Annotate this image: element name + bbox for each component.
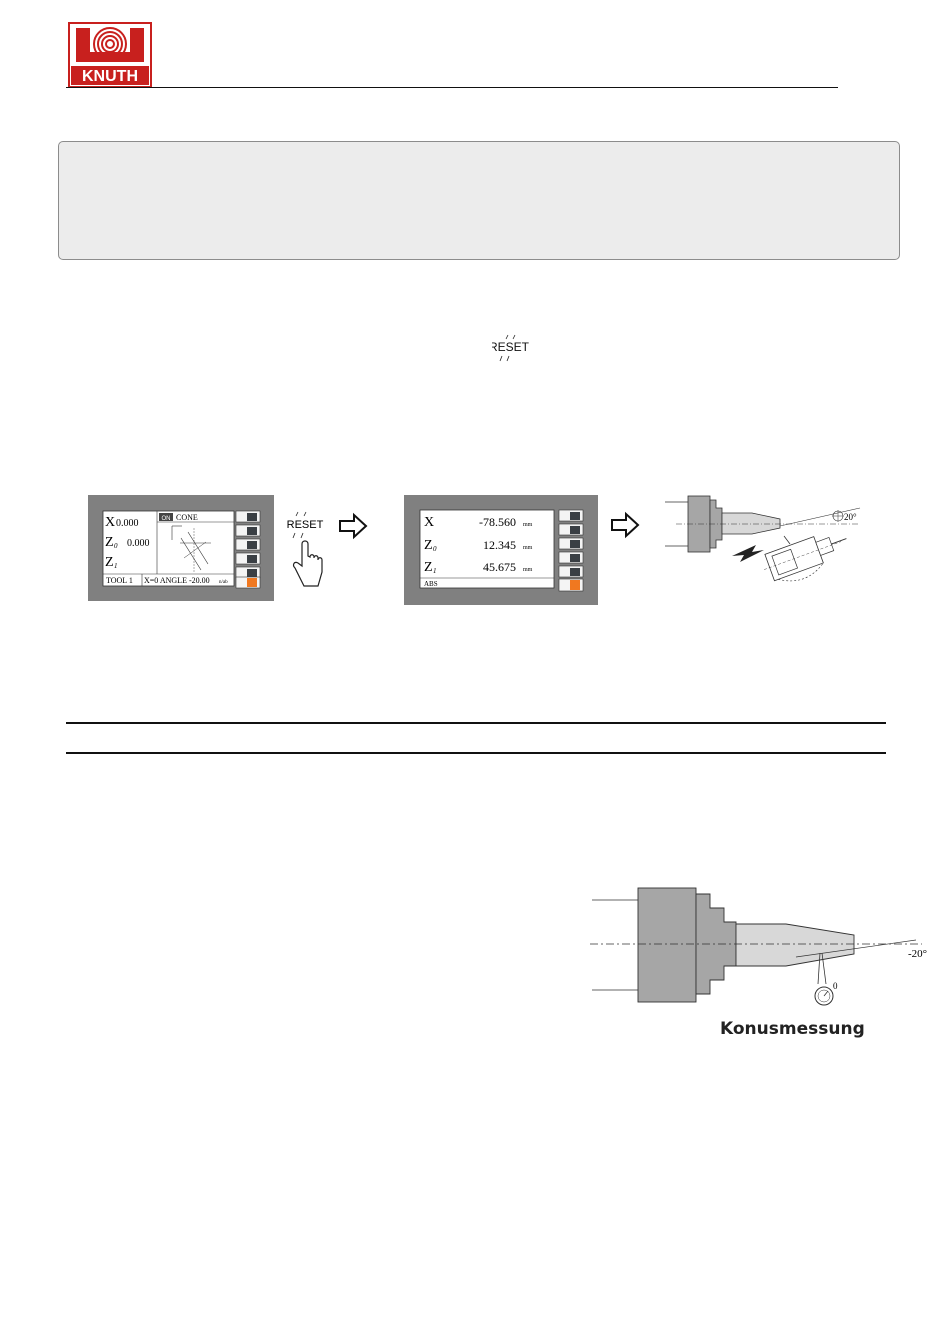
s1-z0-label: Z [105,535,114,550]
s2-axis-label: Z [424,538,433,553]
s1-mode-icon: ON [161,516,171,522]
reset-sequence-figure [84,488,874,610]
turning-angle-label: 20° [844,512,857,522]
s2-axis-value: 45.675 [483,560,516,574]
s2-axis-sub: 1 [433,567,437,575]
s2-axis-value: -78.560 [479,515,516,529]
s1-z1-sub: 1 [114,562,118,570]
s1-z0-value: 0.000 [127,538,150,549]
section-rule-bottom [66,752,886,754]
cone-measurement-illustration [586,880,938,1020]
s2-axis-value: 12.345 [483,538,516,552]
arrow-right-icon-2 [612,514,638,536]
cone-turning-illustration [665,496,860,590]
arrow-right-icon-1 [340,515,366,537]
logo-text: KNUTH [82,68,138,85]
s1-x-value: 0.000 [116,518,139,529]
note-box [58,141,900,260]
figure-reset-label: RESET [286,519,324,531]
knuth-logo [68,22,152,88]
konus-caption: Konusmessung [720,1019,865,1039]
s2-axis-sub: 0 [433,545,437,553]
inline-reset-key [492,334,532,362]
s1-z0-sub: 0 [114,542,118,550]
inline-reset-label: RESET [492,340,530,354]
s2-axis-unit: mm [523,545,533,551]
dro-screen-cone [88,495,274,601]
dro-screen-values [404,495,598,605]
konus-angle-label: -20° [908,948,928,960]
s1-x-label: X [105,515,116,530]
s2-axis-unit: mm [523,567,533,573]
s2-status: ABS [424,580,438,588]
section-rule-top [66,722,886,724]
header-rule [66,87,838,88]
s1-status-tool: TOOL 1 [106,576,133,585]
s2-axis-label: Z [424,560,433,575]
s1-status-params: X=0 ANGLE -20.00 [144,576,210,585]
s1-corner-text: n/ab [219,580,228,585]
s1-mode-title: CONE [176,513,198,522]
s2-axis-unit: mm [523,522,533,528]
gauge-zero-label: 0 [833,981,838,991]
s1-z1-label: Z [105,555,114,570]
s2-axis-label: X [424,515,435,530]
reset-press-icon [287,512,324,586]
